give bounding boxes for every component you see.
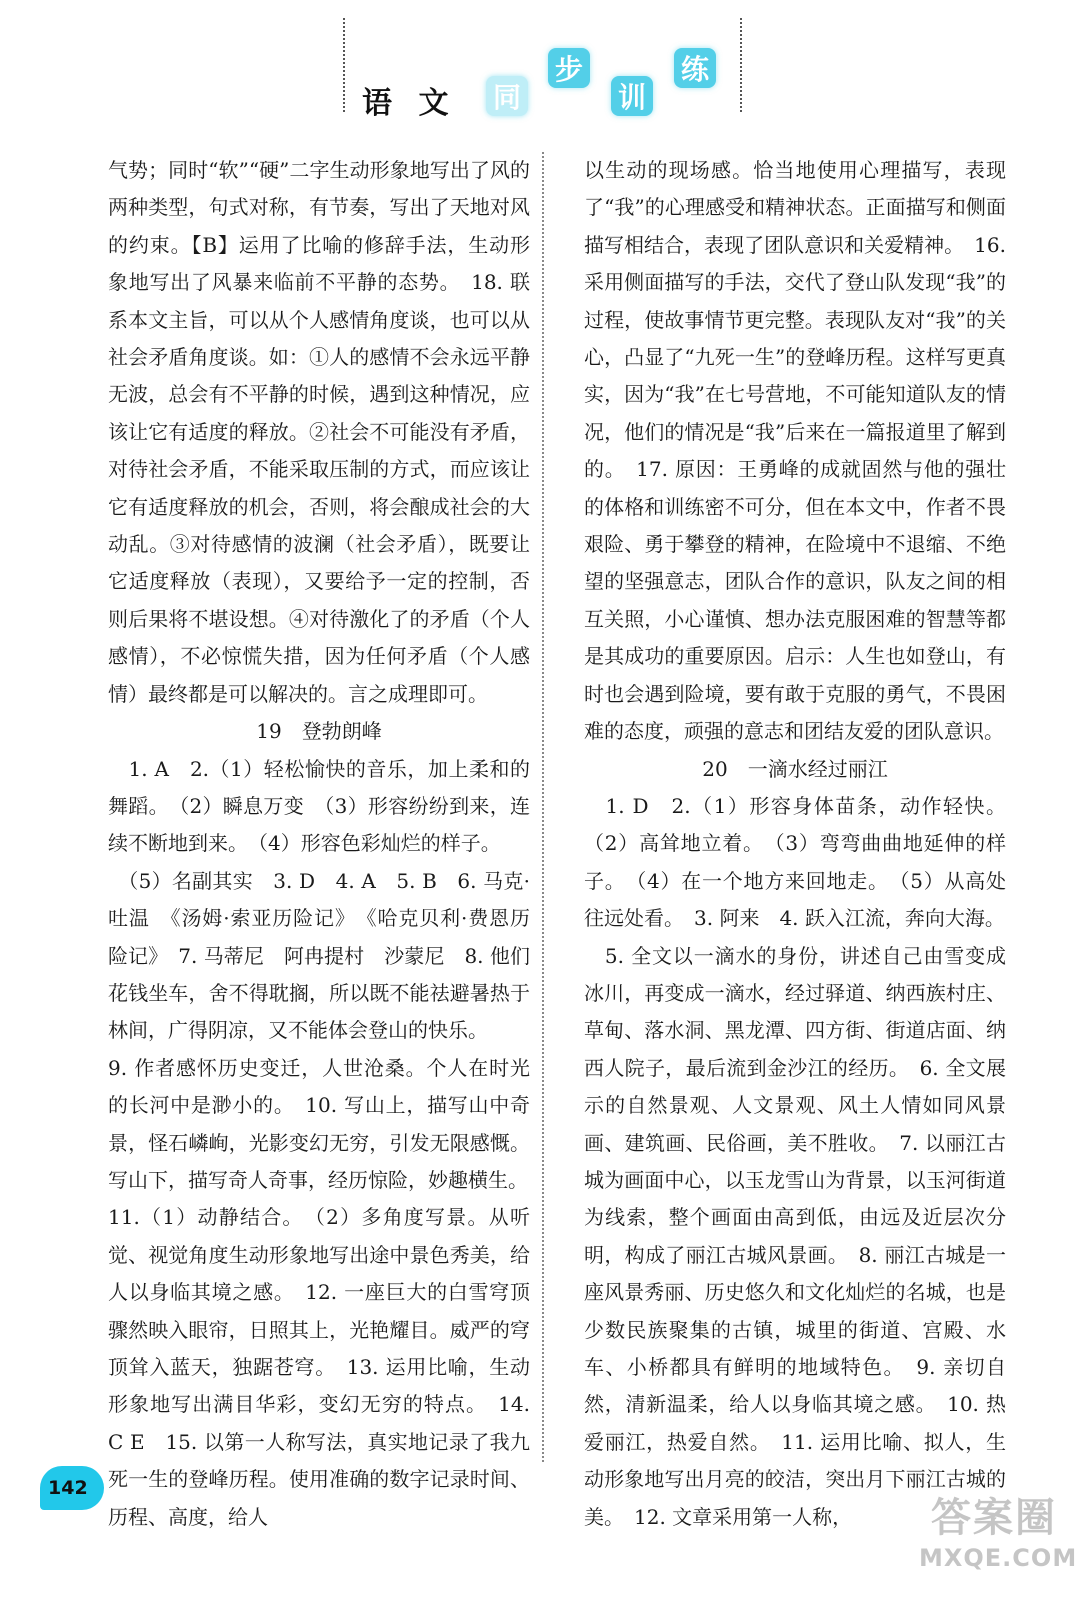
title-char-2: 步 — [548, 48, 590, 88]
right-section-heading: 20 一滴水经过丽江 — [702, 756, 888, 781]
left-column — [108, 152, 530, 1536]
right-column — [584, 152, 1006, 1536]
left-paragraph: 1. A 2.（1）轻松愉快的音乐，加上柔和的舞蹈。 （2）瞬息万变 （3）形容纷纷到来，连续不断地到来。 （4）形容色彩灿烂的样子。 — [108, 756, 530, 856]
subject-title: 语 文 — [362, 86, 457, 121]
left-paragraph: （5）名副其实 3. D 4. A 5. B 6. 马克·吐温 《汤姆·索亚历险记》 《哈克贝利·费恩历险记》 7. 马蒂尼 阿冉提村 沙蒙尼 8. 他们花钱坐车，舍不得耽搁，所以既不能祛避暑热于林间，广得阴凉，又不能体会登山的快乐。 — [108, 868, 530, 1043]
right-paragraph: 5. 全文以一滴水的身份，讲述自己由雪变成冰川，再变成一滴水，经过驿道、纳西族村庄、草甸、落水洞、黑龙潭、四方街、街道店面、纳西人院子，最后流到金沙江的经历。 6. 全文展示的自然景观、人文景观、风土人情如同风景画、建筑画、民俗画，美不胜收。 7. 以丽江古城为画面中心，以玉龙雪山为背景，以玉河街道为线索，整个画面由高到低，由远及近层次分明，构成了丽江古城风景画。 8. 丽江古城是一座风景秀丽、历史悠久和文化灿烂的名城，也是少数民族聚集的古镇，城里的街道、宫殿、水车、小桥都具有鲜明的地域特色。 9. 亲切自然，清新温柔，给人以身临其境之感。 10. 热爱丽江，热爱自然。 11. 运用比喻、拟人，生动形象地写出月亮的皎洁，突出月下丽江古城的美。 12. 文章采用第一人称， — [584, 943, 1006, 1529]
right-paragraph: 1. D 2.（1）形容身体苗条，动作轻快。（2）高耸地立着。 （3）弯弯曲曲地延伸的样子。 （4）在一个地方来回地走。 （5）从高处往远处看。 3. 阿来 4. 跃入江流，奔向大海。 — [584, 793, 1006, 931]
header-dash-right — [740, 18, 742, 112]
watermark-text: 答案圈 — [931, 1495, 1057, 1541]
watermark-logo — [919, 1492, 1078, 1582]
left-paragraph: 9. 作者感怀历史变迁，人世沧桑。个人在时光的长河中是渺小的。 10. 写山上，描写山中奇景，怪石嶙峋，光影变幻无穷，引发无限感慨。写山下，描写奇人奇事，经历惊险，妙趣横生。 — [108, 1055, 530, 1192]
title-char-1: 同 — [486, 76, 528, 116]
right-paragraph: 以生动的现场感。恰当地使用心理描写，表现了“我”的心理感受和精神状态。正面描写和侧面描写相结合，表现了团队意识和关爱精神。 16. 采用侧面描写的手法，交代了登山队发现“我”的过程，使故事情节更完整。表现队友对“我”的关心，凸显了“九死一生”的登峰历程。这样写更真实，因为“我”在七号营地，不可能知道队友的情况，他们的情况是“我”后来在一篇报道里了解到的。 17. 原因：王勇峰的成就固然与他的强壮的体格和训练密不可分，但在本文中，作者不畏艰险、勇于攀登的精神，在险境中不退缩、不绝望的坚强意志，团队合作的意识，队友之间的相互关照，小心谨慎、想办法克服困难的智慧等都是其成功的重要原因。启示：人生也如登山，有时也会遇到险境，要有敢于克服的勇气，不畏困难的态度，顽强的意志和团结友爱的团队意识。 — [584, 158, 1006, 744]
left-paragraph: 气势；同时“软”“硬”二字生动形象地写出了风的两种类型，句式对称，有节奏，写出了天地对风的约束。【B】运用了比喻的修辞手法，生动形象地写出了风暴来临前不平静的态势。 18. 联系本文主旨，可以从个人感情角度谈，也可以从社会矛盾角度谈。如：①人的感情不会永远平静无波，总会有不平静的时候，遇到这种情况，应该让它有适度的释放。②社会不可能没有矛盾，对待社会矛盾，不能采取压制的方式，而应该让它有适度释放的机会，否则，将会酿成社会的大动乱。③对待感情的波澜（社会矛盾），既要让它适度释放（表现），又要给予一定的控制，否则后果将不堪设想。④对待激化了的矛盾（个人感情），不必惊慌失措，因为任何矛盾（个人感情）最终都是可以解决的。言之成理即可。 — [108, 158, 530, 706]
left-paragraph: 11.（1）动静结合。 （2）多角度写景。从听觉、视觉角度生动形象地写出途中景色秀美，给人以身临其境之感。 12. 一座巨大的白雪穹顶骤然映入眼帘，日照其上，光艳耀目。威严的穹顶耸入蓝天，独踞苍穹。 13. 运用比喻，生动形象地写出满目华彩，变幻无穷的特点。 14. C E 15. 以第一人称写法，真实地记录了我九死一生的登峰历程。使用准确的数字记录时间、历程、高度，给人 — [108, 1205, 530, 1529]
header-dash-left — [343, 18, 345, 112]
page-number-badge: 142 — [40, 1466, 104, 1510]
title-char-3: 训 — [611, 76, 653, 116]
title-char-4: 练 — [674, 48, 716, 88]
left-section-heading: 19 登勃朗峰 — [256, 719, 382, 744]
watermark-url: MXQE.COM — [919, 1544, 1078, 1572]
column-divider — [542, 152, 544, 1462]
